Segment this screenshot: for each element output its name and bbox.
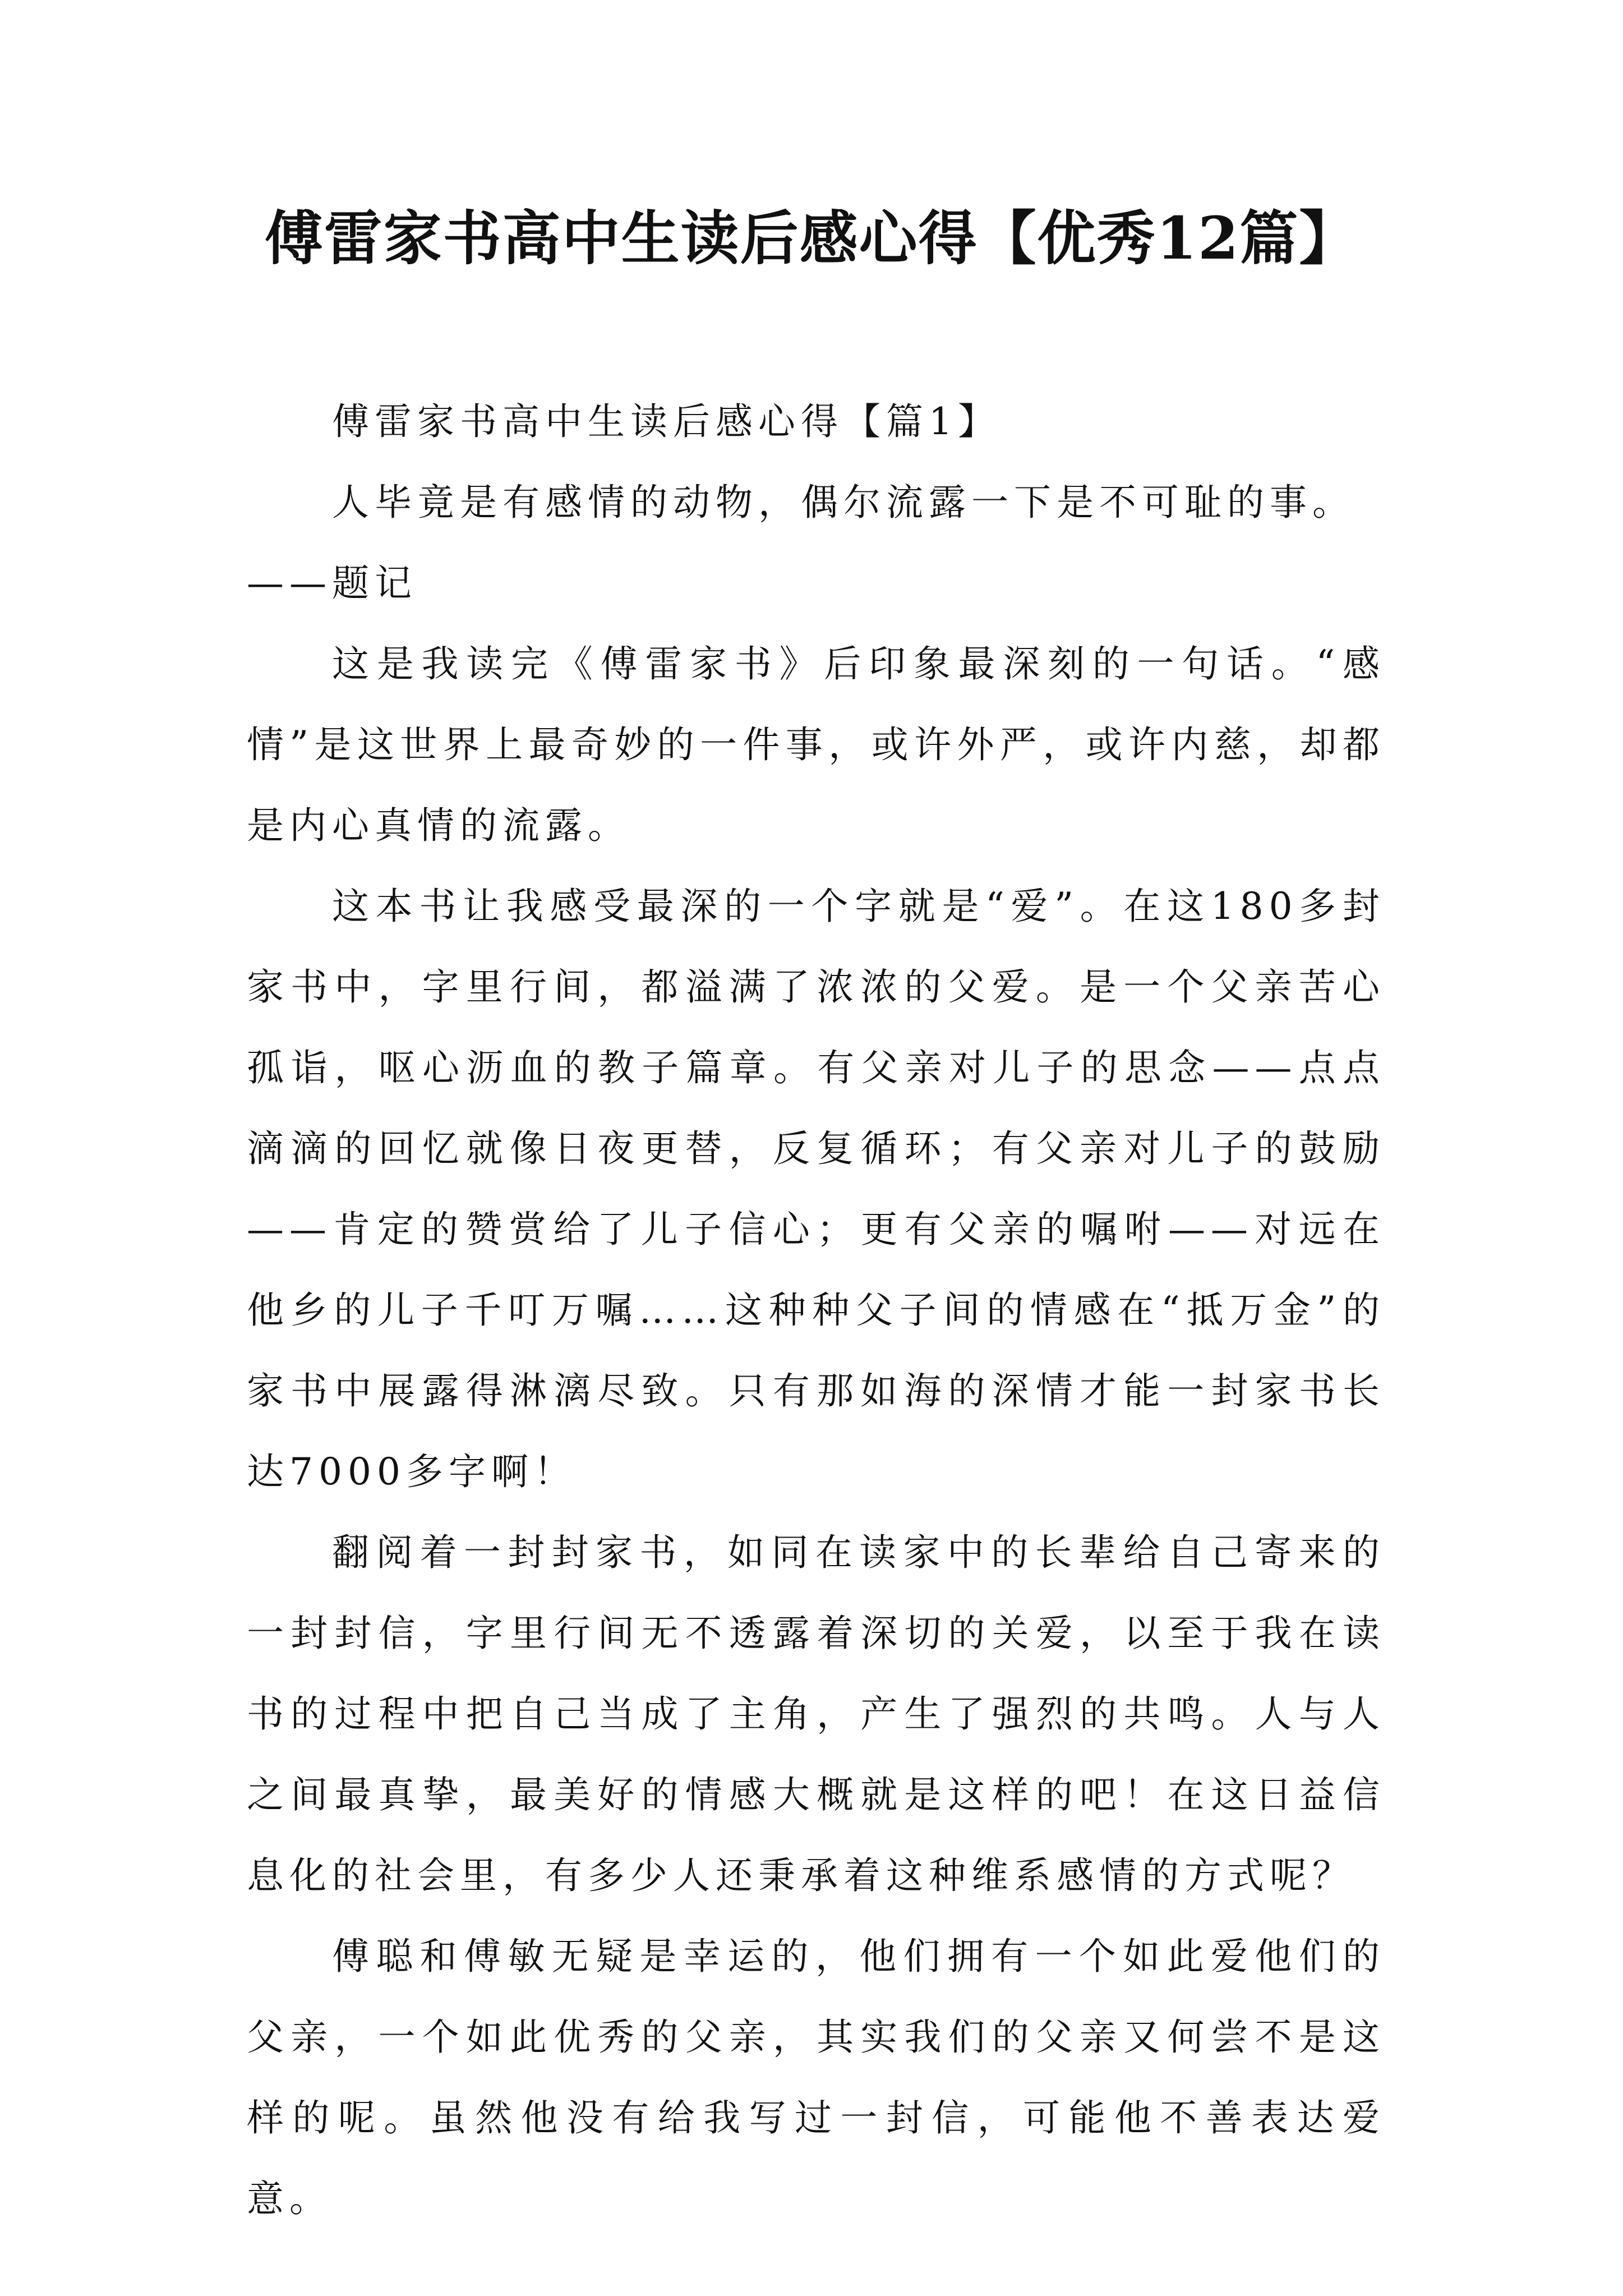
document-title: 傅雷家书高中生读后感心得【优秀12篇】 — [264, 204, 1359, 273]
document-body — [247, 381, 1385, 2239]
body-paragraph: 这本书让我感受最深的一个字就是“爱”。在这180多封家书中，字里行间，都溢满了浓浓的父爱。是一个父亲苦心孤诣，呕心沥血的教子篇章。有父亲对儿子的思念——点点滴滴的回忆就像日夜更替，反复循环；有父亲对儿子的鼓励——肯定的赞赏给了儿子信心；更有父亲的嘱咐——对远在他乡的儿子千叮万嘱……这种种父子间的情感在“抵万金”的家书中展露得淋漓尽致。只有那如海的深情才能一封家书长达7000多字啊！ — [247, 885, 1385, 1493]
section-heading: 傅雷家书高中生读后感心得【篇1】 — [332, 400, 1000, 443]
epigraph-attribution: ——题记 — [247, 562, 417, 605]
body-paragraph: 傅聪和傅敏无疑是幸运的，他们拥有一个如此爱他们的父亲，一个如此优秀的父亲，其实我们的父亲又何尝不是这样的呢。虽然他没有给我写过一封信，可能他不善表达爱意。 — [247, 1935, 1385, 2220]
body-paragraph: 翻阅着一封封家书，如同在读家中的长辈给自己寄来的一封封信，字里行间无不透露着深切的关爱，以至于我在读书的过程中把自己当成了主角，产生了强烈的共鸣。人与人之间最真挚，最美好的情感大概就是这样的吧！在这日益信息化的社会里，有多少人还秉承着这种维系感情的方式呢？ — [247, 1531, 1385, 1897]
epigraph-paragraph: 人毕竟是有感情的动物，偶尔流露一下是不可耻的事。 — [332, 481, 1355, 524]
body-paragraph: 这是我读完《傅雷家书》后印象最深刻的一句话。“感情”是这世界上最奇妙的一件事，或许外严，或许内慈，却都是内心真情的流露。 — [247, 642, 1385, 847]
